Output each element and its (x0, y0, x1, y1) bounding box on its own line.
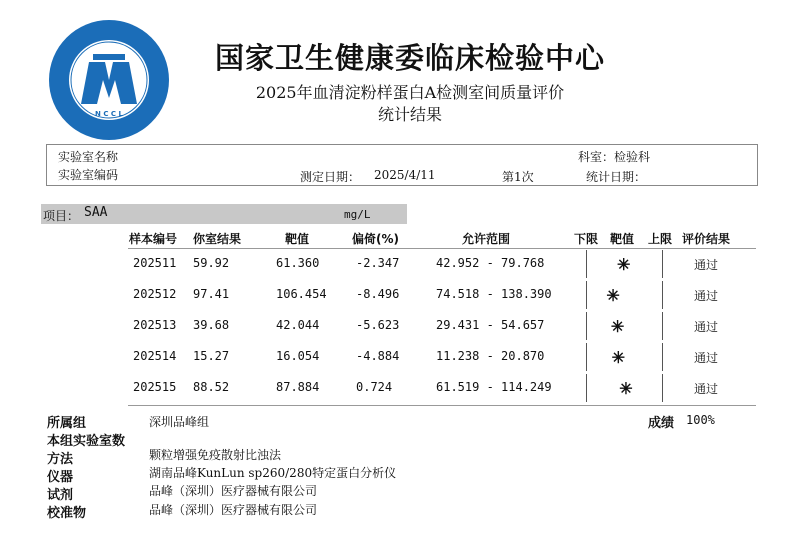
calibrator-label: 校准物 (47, 506, 87, 521)
cell-range: 11.238 - 20.870 (436, 349, 545, 363)
result-marker-icon: ✳ (617, 255, 631, 274)
col-sample: 样本编号 (129, 232, 178, 246)
cell-eval: 通过 (694, 351, 719, 365)
cell-result: 97.41 (193, 287, 230, 301)
cell-bias: -4.884 (356, 349, 400, 363)
cell-target: 16.054 (276, 349, 320, 363)
round-number: 第1次 (502, 170, 534, 184)
lab-count-label: 本组实验室数 (47, 434, 126, 449)
project-unit: mg/L (344, 208, 371, 221)
table-bottom-divider (128, 405, 756, 406)
cell-bias: -5.623 (356, 318, 400, 332)
cell-eval: 通过 (694, 382, 719, 396)
group-label: 所属组 (47, 416, 87, 431)
group-value: 深圳品峰组 (149, 415, 210, 429)
upper-limit-line (662, 312, 663, 340)
col-bias: 偏倚(%) (352, 232, 399, 246)
header-divider (128, 248, 756, 249)
stat-date-label: 统计日期： (586, 170, 647, 184)
col-range: 允许范围 (462, 232, 511, 246)
cell-result: 15.27 (193, 349, 230, 363)
cell-bias: 0.724 (356, 380, 393, 394)
col-target-2: 靶值 (610, 232, 635, 246)
lower-limit-line (586, 343, 587, 371)
reagent-value: 品峰（深圳）医疗器械有限公司 (149, 484, 318, 498)
nccl-logo (47, 18, 171, 142)
cell-sample: 202513 (133, 318, 177, 332)
cell-bias: -8.496 (356, 287, 400, 301)
lower-limit-line (586, 312, 587, 340)
col-result: 你室结果 (193, 232, 242, 246)
lower-limit-line (586, 374, 587, 402)
cell-target: 87.884 (276, 380, 320, 394)
result-marker-icon: ✳ (606, 286, 620, 305)
upper-limit-line (662, 281, 663, 309)
cell-eval: 通过 (694, 320, 719, 334)
cell-sample: 202512 (133, 287, 177, 301)
lower-limit-line (586, 281, 587, 309)
method-value: 颗粒增强免疫散射比浊法 (149, 448, 282, 462)
upper-limit-line (662, 343, 663, 371)
cell-range: 42.952 - 79.768 (436, 256, 545, 270)
col-upper: 上限 (648, 232, 673, 246)
project-label: 项目： (43, 209, 80, 223)
cell-eval: 通过 (694, 289, 719, 303)
report-subtitle: 2025年血清淀粉样蛋白A检测室间质量评价 (255, 83, 565, 102)
upper-limit-line (662, 250, 663, 278)
lab-name-label: 实验室名称 (58, 150, 119, 164)
lower-limit-line (586, 250, 587, 278)
cell-target: 61.360 (276, 256, 320, 270)
cell-result: 39.68 (193, 318, 230, 332)
reagent-label: 试剂 (47, 488, 74, 503)
cell-range: 29.431 - 54.657 (436, 318, 545, 332)
col-target: 靶值 (285, 232, 310, 246)
department: 科室：检验科 (578, 150, 651, 164)
test-date: 2025/4/11 (374, 168, 436, 182)
report-subtitle-2: 统计结果 (377, 105, 442, 124)
upper-limit-line (662, 374, 663, 402)
method-label: 方法 (47, 452, 74, 467)
cell-bias: -2.347 (356, 256, 400, 270)
svg-text:N C C L: N C C L (95, 110, 123, 118)
score-value: 100% (686, 413, 715, 427)
instrument-label: 仪器 (47, 470, 74, 485)
cell-range: 61.519 - 114.249 (436, 380, 552, 394)
calibrator-value: 品峰（深圳）医疗器械有限公司 (149, 503, 318, 517)
page-title: 国家卫生健康委临床检验中心 (214, 41, 605, 75)
cell-sample: 202511 (133, 256, 177, 270)
cell-result: 59.92 (193, 256, 230, 270)
col-lower: 下限 (574, 232, 599, 246)
cell-range: 74.518 - 138.390 (436, 287, 552, 301)
result-marker-icon: ✳ (611, 348, 626, 367)
cell-target: 42.044 (276, 318, 320, 332)
col-eval: 评价结果 (682, 232, 731, 246)
score-label: 成绩 (648, 416, 675, 431)
cell-target: 106.454 (276, 287, 327, 301)
result-marker-icon: ✳ (610, 317, 625, 336)
project-name: SAA (84, 205, 108, 220)
result-marker-icon: ✳ (619, 379, 633, 398)
cell-result: 88.52 (193, 380, 230, 394)
test-date-label: 测定日期： (300, 170, 361, 184)
cell-eval: 通过 (694, 258, 719, 272)
cell-sample: 202515 (133, 380, 177, 394)
lab-code-label: 实验室编码 (58, 168, 119, 182)
cell-sample: 202514 (133, 349, 177, 363)
instrument-value: 湖南品峰KunLun sp260/280特定蛋白分析仪 (149, 466, 397, 480)
